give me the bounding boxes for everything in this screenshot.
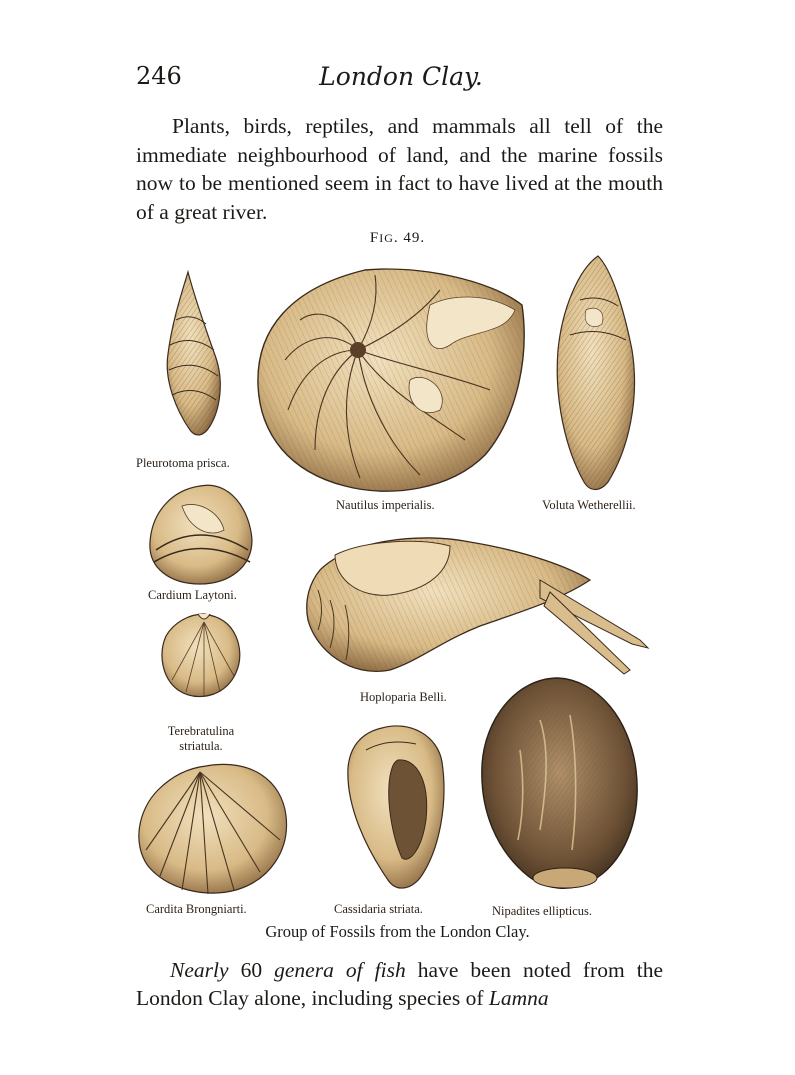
voluta-shell [557, 256, 634, 490]
pleurotoma-shell [167, 272, 220, 435]
paragraph-1 [136, 112, 663, 226]
caption-cardium: Cardium Laytoni. [148, 588, 237, 602]
terebratulina-shell [162, 614, 240, 697]
page-number: 246 [136, 62, 182, 90]
caption-terebratulina-line-1: Terebratulina [167, 724, 235, 738]
para-2-italic-1: Nearly [170, 958, 229, 982]
caption-terebratulina-line-2: striatula. [179, 739, 223, 753]
caption-hoploparia: Hoploparia Belli. [360, 690, 447, 704]
para-2-text-2: have been noted from the London Clay alone, including species of [136, 958, 663, 1010]
paragraph-1-text: Plants, birds, reptiles, and mammals all tell of the immediate neighbourhood of land, and the marine fossils now to be mentioned seem in fact to have lived at the mouth of a great river. [136, 114, 663, 224]
caption-nautilus: Nautilus imperialis. [336, 498, 435, 512]
caption-terebratulina [146, 724, 256, 754]
para-2-text-1: 60 [228, 958, 275, 982]
caption-nipadites: Nipadites ellipticus. [492, 904, 592, 918]
cassidaria-shell [348, 726, 444, 888]
hoploparia-fossil [307, 538, 648, 674]
caption-voluta: Voluta Wetherellii. [542, 498, 636, 512]
figure-label-prefix: F [369, 230, 380, 246]
para-2-italic-2: genera of fish [274, 958, 406, 982]
running-title: London Clay. [319, 62, 483, 91]
para-2-italic-3: Lamna [488, 986, 549, 1010]
cardium-shell [150, 485, 252, 584]
page-header [136, 62, 666, 96]
figure-label-smallcaps: IG [379, 231, 394, 245]
cardita-shell [139, 764, 287, 894]
fossil-illustration [120, 250, 680, 930]
caption-pleurotoma: Pleurotoma prisca. [136, 456, 230, 470]
figure-label-number: . 49. [393, 230, 426, 246]
caption-cassidaria: Cassidaria striata. [334, 902, 423, 916]
paragraph-2 [136, 956, 663, 1012]
nipadites-fruit [482, 678, 637, 888]
figure-caption: Group of Fossils from the London Clay. [265, 922, 530, 941]
nautilus-shell [258, 269, 524, 491]
caption-cardita: Cardita Brongniarti. [146, 902, 247, 916]
figure-label [0, 230, 795, 247]
